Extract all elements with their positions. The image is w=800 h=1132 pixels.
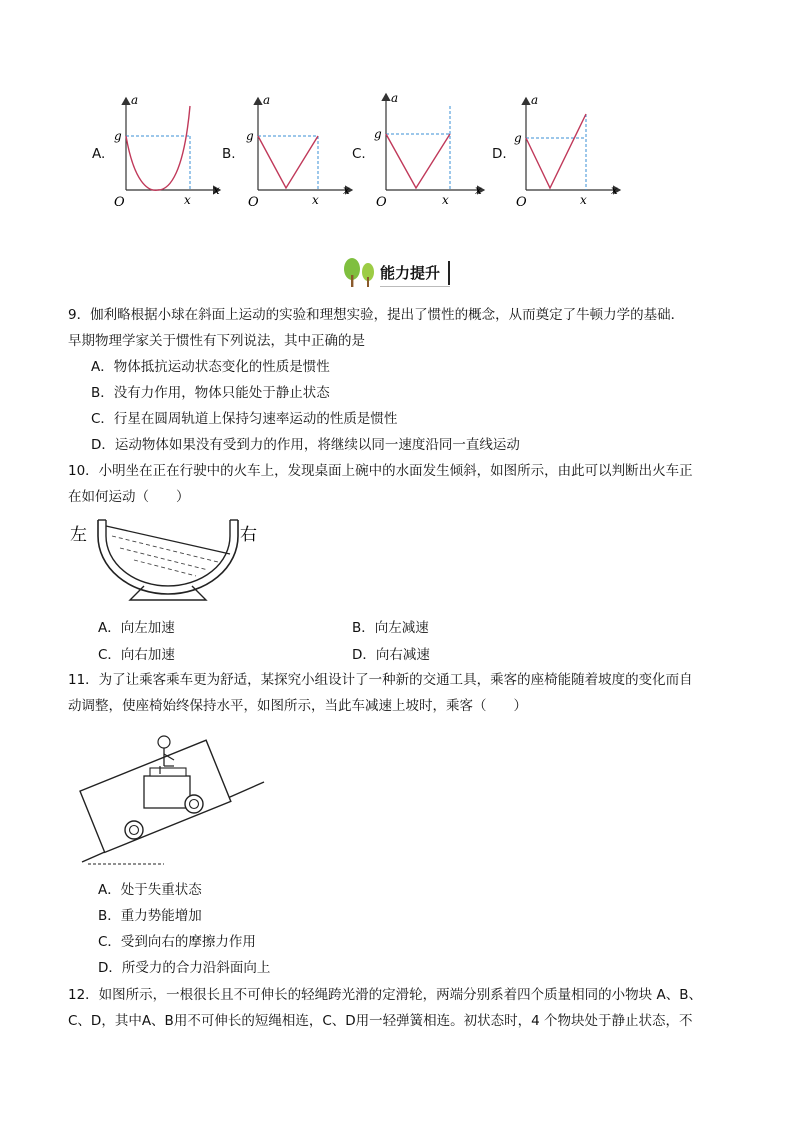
q10-option-b: B．向左减速 — [352, 620, 429, 636]
graph-d-g: g — [514, 131, 522, 145]
graph-a-x-tick: x — [184, 193, 191, 207]
graph-a — [108, 92, 228, 210]
bowl-left-label: 左 — [70, 525, 87, 545]
q11-option-d: D．所受力的合力沿斜面向上 — [98, 960, 271, 976]
graph-b-origin: O — [248, 195, 259, 210]
graph-d-ylabel: a — [531, 93, 539, 107]
graph-a-ylabel: a — [131, 93, 139, 107]
q11-option-a: A．处于失重状态 — [98, 882, 202, 898]
q10-option-d: D．向右减速 — [352, 647, 430, 663]
graph-c-g: g — [374, 127, 382, 141]
bowl-right-label: 右 — [240, 525, 257, 545]
title-underline — [380, 286, 450, 287]
graph-d-label: D. — [492, 146, 507, 162]
q12-stem-line2: C、D，其中A、B用不可伸长的短绳相连，C、D用一轻弹簧相连。初状态时，4 个物块处于静止状态，不 — [68, 1013, 693, 1029]
graph-c-x-tick: x — [442, 193, 449, 207]
graph-c-origin: O — [376, 195, 387, 210]
graph-a-g: g — [114, 129, 122, 143]
graph-d-xlabel: x — [611, 183, 618, 197]
section-title: 能力提升 — [380, 264, 441, 282]
graph-b — [240, 92, 360, 210]
graph-b-x-tick: x — [312, 193, 319, 207]
q12-stem-line1: 12．如图所示，一根很长且不可伸长的轻绳跨光滑的定滑轮，两端分别系着四个质量相同的小物块 A、B、 — [68, 987, 702, 1003]
q9-option-b: B．没有力作用，物体只能处于静止状态 — [91, 385, 330, 401]
graph-c — [368, 88, 492, 210]
q10-option-a: A．向左加速 — [98, 620, 175, 636]
graph-c-xlabel: x — [475, 183, 482, 197]
q10-stem-line2: 在如何运动（ ） — [68, 489, 190, 505]
q11-stem-line2: 动调整，使座椅始终保持水平，如图所示，当此车减速上坡时，乘客（ ） — [68, 698, 527, 714]
q9-option-a: A．物体抵抗运动状态变化的性质是惯性 — [91, 359, 330, 375]
graph-d — [508, 92, 628, 210]
graph-b-label: B. — [222, 146, 236, 162]
graph-d-x-tick: x — [580, 193, 587, 207]
bowl-figure — [68, 512, 268, 608]
q9-stem-line2: 早期物理学家关于惯性有下列说法，其中正确的是 — [68, 333, 365, 349]
graph-d-origin: O — [516, 195, 527, 210]
q11-stem-line1: 11．为了让乘客乘车更为舒适，某探究小组设计了一种新的交通工具，乘客的座椅能随着坡度的变化而自 — [68, 672, 693, 688]
q9-stem-line1: 9．伽利略根据小球在斜面上运动的实验和理想实验，提出了惯性的概念，从而奠定了牛顿力学的基础． — [68, 307, 685, 323]
title-cursor-mark — [448, 261, 450, 285]
graph-a-xlabel: x — [213, 183, 220, 197]
graph-b-ylabel: a — [263, 93, 271, 107]
q10-option-c: C．向右加速 — [98, 647, 175, 663]
graph-c-ylabel: a — [391, 91, 399, 105]
q9-option-c: C．行星在圆周轨道上保持匀速率运动的性质是惯性 — [91, 411, 398, 427]
q9-option-d: D．运动物体如果没有受到力的作用，将继续以同一速度沿同一直线运动 — [91, 437, 520, 453]
graph-b-g: g — [246, 129, 254, 143]
q10-stem-line1: 10．小明坐在正在行驶中的火车上，发现桌面上碗中的水面发生倾斜，如图所示，由此可以判断出火车正 — [68, 463, 693, 479]
q11-option-c: C．受到向右的摩擦力作用 — [98, 934, 256, 950]
vehicle-figure — [68, 722, 278, 870]
graph-c-label: C. — [352, 146, 366, 162]
q11-option-b: B．重力势能增加 — [98, 908, 202, 924]
tree-icon — [340, 257, 378, 289]
graph-a-origin: O — [114, 195, 125, 210]
graph-a-label: A. — [92, 146, 106, 162]
graph-b-xlabel: x — [343, 183, 350, 197]
